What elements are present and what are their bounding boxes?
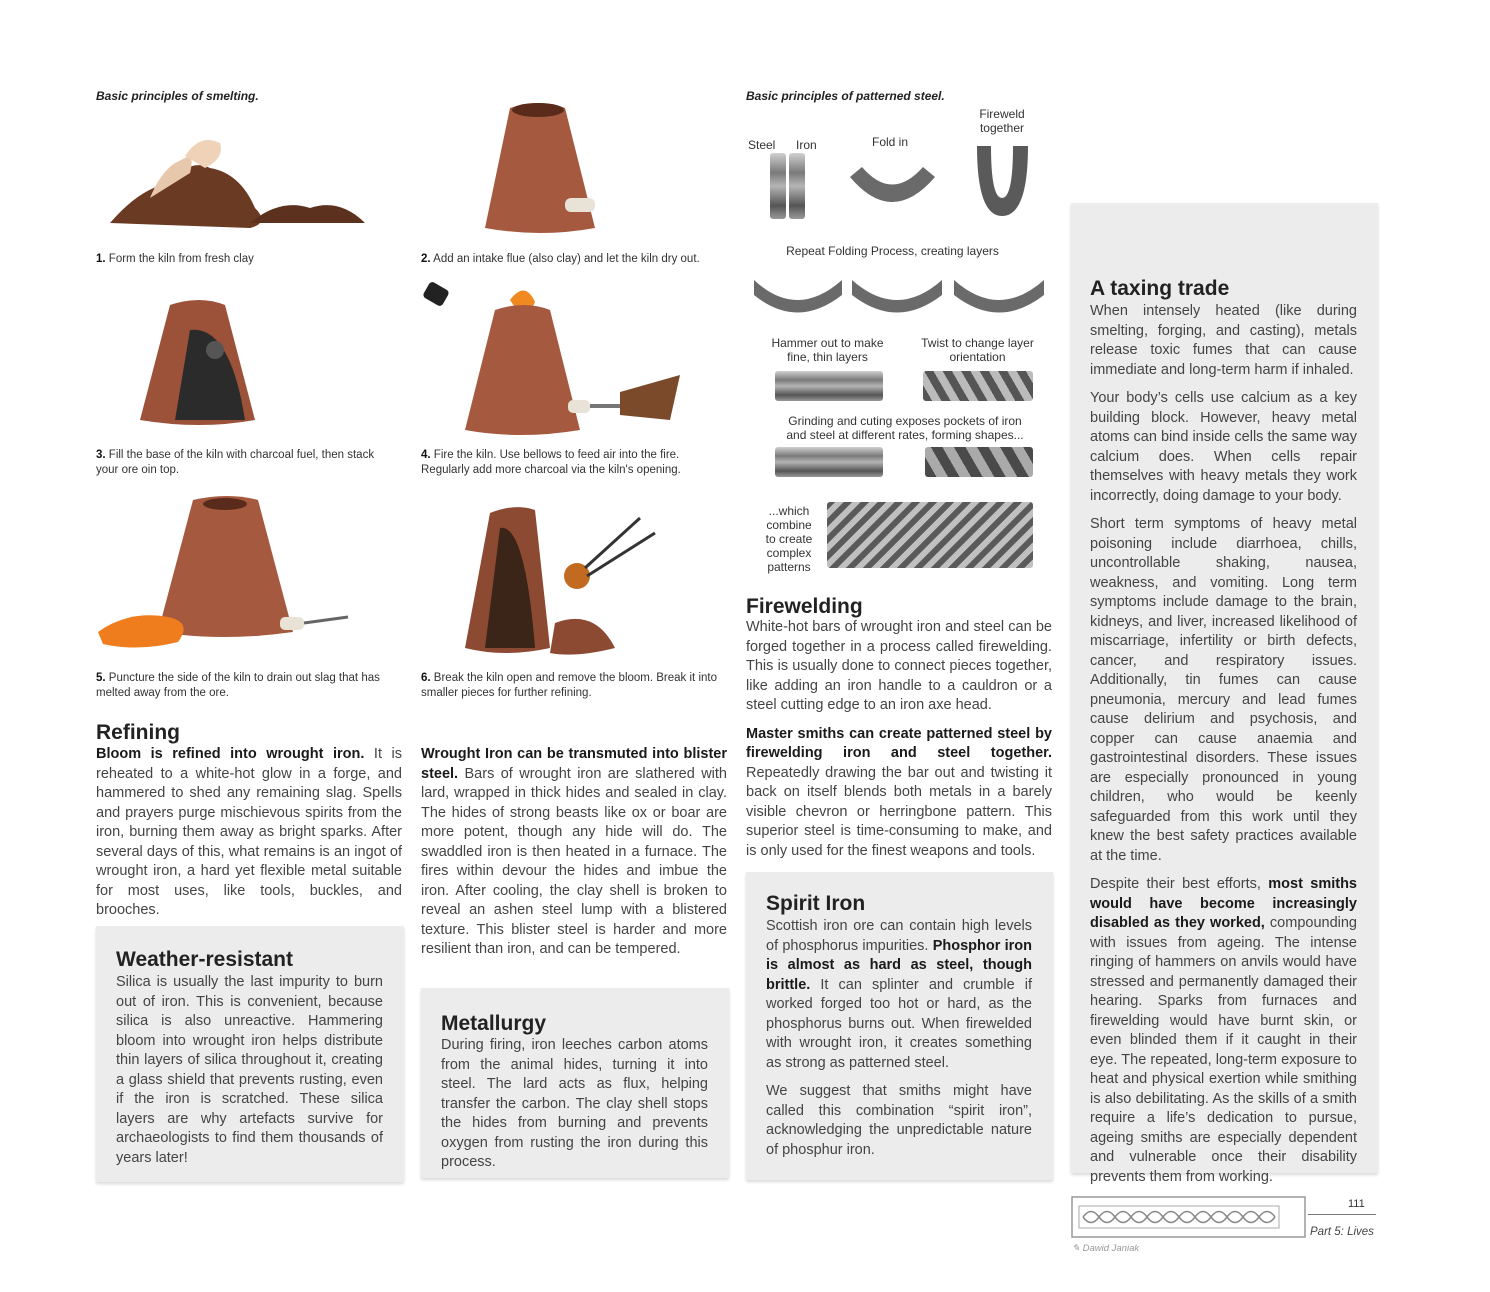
ground-bar-1 bbox=[775, 447, 883, 477]
fold-illustration bbox=[845, 152, 940, 222]
spirit-text: Scottish iron ore can contain high levels of phosphorus impurities. Phosphor iron is almost as hard as steel, though brittle. It can splinter and crumble if worked forged too hot or hard, as the phosphorus burns out. When firewelded with wrought iron, it creates something as strong as patterned steel. We suggest that smiths might have called this combination “spirit iron”, acknowledging the unpredictable nature of phosphur iron. bbox=[766, 918, 1032, 1158]
step-4-caption: 4. Fire the kiln. Use bellows to feed air into the fire. Regularly add more charcoal via the kiln's opening. bbox=[421, 449, 681, 476]
illustration-step-3 bbox=[135, 295, 275, 435]
illustration-step-6 bbox=[455, 498, 675, 663]
label-combine: ...which combine to create complex patterns bbox=[765, 504, 813, 574]
metallurgy-text: During firing, iron leeches carbon atoms from the animal hides, turning it into steel. The lard acts as flux, helping transfer the carbon. The clay shell stops the hides from burning and prevents oxygen from rusting the iron during this process. bbox=[441, 1037, 708, 1170]
knotwork-border bbox=[1071, 1196, 1306, 1238]
spirit-title: Spirit Iron bbox=[766, 892, 866, 915]
label-grind: Grinding and cuting exposes pockets of iron and steel at different rates, forming shapes... bbox=[786, 414, 1024, 442]
taxing-text: When intensely heated (like during smelting, forging, and casting), metals release toxic fumes that can cause immediate and long-term harm if inhaled. Your body’s cells use calcium as a key building block. However, heavy metal atoms can bind inside cells the same way calcium does. When cells repair themselves with heavy metals they work incorrectly, doing damage to your body. Short term symptoms of heavy metal poisoning include diarrhoea, chills, uncontrollable shaking, nausea, weakness, and vomiting. Long term symptoms include damage to the brain, kidneys, and liver, increased likelihood of miscarriage, infertility or birth defects, cancer, and respiratory issues. Additionally, tin fumes can cause pneumonia, mercury and lead fumes cause delirium and psychosis, and copper can cause anaemia and gastrointestinal disorders. These issues are especially pronounced in young children, who would be keenly safeguarded from this work until they knew the best safety practices available at the time. Despite their best efforts, most smiths would have become increasingly disabled as they worked, compounding with issues from ageing. The intense ringing of hammers on anvils would have stressed and permanently damaged their hearing. Sparks from furnaces and firewelding would have burnt skin, or even blinded them if it caught in their eye. The repeated, long-term exposure to heat and physical exertion while smithing is also debilitating. As the skills of a smith require a life’s dedication to pursue, ageing smiths are especially dependent and vulnerable once their disability prevents them from working. bbox=[1090, 303, 1357, 1185]
footer-rule bbox=[1308, 1214, 1376, 1215]
label-fold: Fold in bbox=[872, 135, 909, 149]
patterned-caption: Basic principles of patterned steel. bbox=[746, 89, 945, 103]
label-twist: Twist to change layer orientation bbox=[921, 336, 1034, 364]
step-2-caption: 2. Add an intake flue (also clay) and let the kiln dry out. bbox=[421, 253, 700, 265]
pencil-icon: ✎ bbox=[1072, 1243, 1080, 1254]
ground-bar-2 bbox=[925, 447, 1033, 477]
patterned-bar bbox=[827, 502, 1033, 568]
label-fireweld: Fireweld together bbox=[979, 107, 1025, 135]
page-number: 111 bbox=[1348, 1198, 1365, 1210]
taxing-title: A taxing trade bbox=[1090, 277, 1230, 300]
refining-text: Bloom is refined into wrought iron. It is reheated to a white-hot glow in a forge, and hammered to shed any remaining slag. Spells and prayers purge mischievous spirits from the iron, burning them away as bright sparks. After several days of this, what remains is an ingot of wrought iron, a hard yet flexible metal suitable for most uses, like tools, buckles, and brooches. bbox=[96, 746, 402, 918]
step-3-caption: 3. Fill the base of the kiln with charcoal fuel, then stack your ore oin top. bbox=[96, 449, 375, 476]
metallurgy-title: Metallurgy bbox=[441, 1012, 547, 1035]
twisted-bar bbox=[923, 371, 1033, 401]
illustrator-credit: ✎ Dawid Janiak bbox=[1072, 1243, 1140, 1254]
iron-bar bbox=[789, 153, 805, 219]
weather-title: Weather-resistant bbox=[116, 948, 294, 971]
illustration-step-5 bbox=[98, 492, 373, 657]
refining-title: Refining bbox=[96, 721, 180, 744]
fireweld-illustration bbox=[975, 138, 1030, 218]
section-label: Part 5: Lives bbox=[1310, 1226, 1374, 1238]
step-6-caption: 6. Break the kiln open and remove the bloom. Break it into smaller pieces for further refining. bbox=[421, 672, 717, 699]
step-1-caption: 1. Form the kiln from fresh clay bbox=[96, 253, 254, 265]
repeat-folding-illustration bbox=[752, 265, 1047, 315]
blister-text: Wrought Iron can be transmuted into blister steel. Bars of wrought iron are slathered with lard, wrapped in thick hides and sealed in clay. The hides of strong beasts like ox or boar are more potent, though any hide will do. The swaddled iron is then heated in a furnace. The fires within devour the hides and imbue the iron. After cooling, the clay shell is broken to reveal an ashen steel lump with a blistered texture. This blister steel is harder and more resilient than iron, and can be tempered. bbox=[421, 746, 727, 957]
illustration-step-4 bbox=[420, 280, 690, 440]
step-5-caption: 5. Puncture the side of the kiln to drain out slag that has melted away from the ore. bbox=[96, 672, 380, 699]
firewelding-text: White-hot bars of wrought iron and steel can be forged together in a process called firewelding. This is usually done to connect pieces together, like adding an iron handle to a cauldron or a steel cutting edge to an iron axe head. Master smiths can create patterned steel by firewelding iron and steel together. Repeatedly drawing the bar out and twisting it back on itself blends both metals in a barely visible chevron or herringbone pattern. This superior steel is time-consuming to make, and is only used for the finest weapons and tools. bbox=[746, 619, 1052, 859]
label-hammer: Hammer out to make fine, thin layers bbox=[771, 336, 884, 364]
firewelding-title: Firewelding bbox=[746, 595, 863, 618]
label-repeat: Repeat Folding Process, creating layers bbox=[786, 244, 999, 258]
hammered-bar bbox=[775, 371, 883, 401]
label-steel: Steel bbox=[748, 138, 776, 152]
smelting-caption: Basic principles of smelting. bbox=[96, 89, 259, 103]
steel-bar bbox=[770, 153, 786, 219]
illustration-step-1 bbox=[100, 128, 380, 238]
label-iron: Iron bbox=[796, 138, 817, 152]
illustration-step-2 bbox=[470, 98, 610, 238]
weather-text: Silica is usually the last impurity to burn out of iron. This is convenient, because silica is also unreactive. Hammering bloom into wrought iron helps distribute thin layers of silica throughout it, creating a glass shield that prevents rusting, even if the iron is scratched. These silica layers are why artefacts survive for archaeologists to find them thousands of years later! bbox=[116, 974, 383, 1166]
